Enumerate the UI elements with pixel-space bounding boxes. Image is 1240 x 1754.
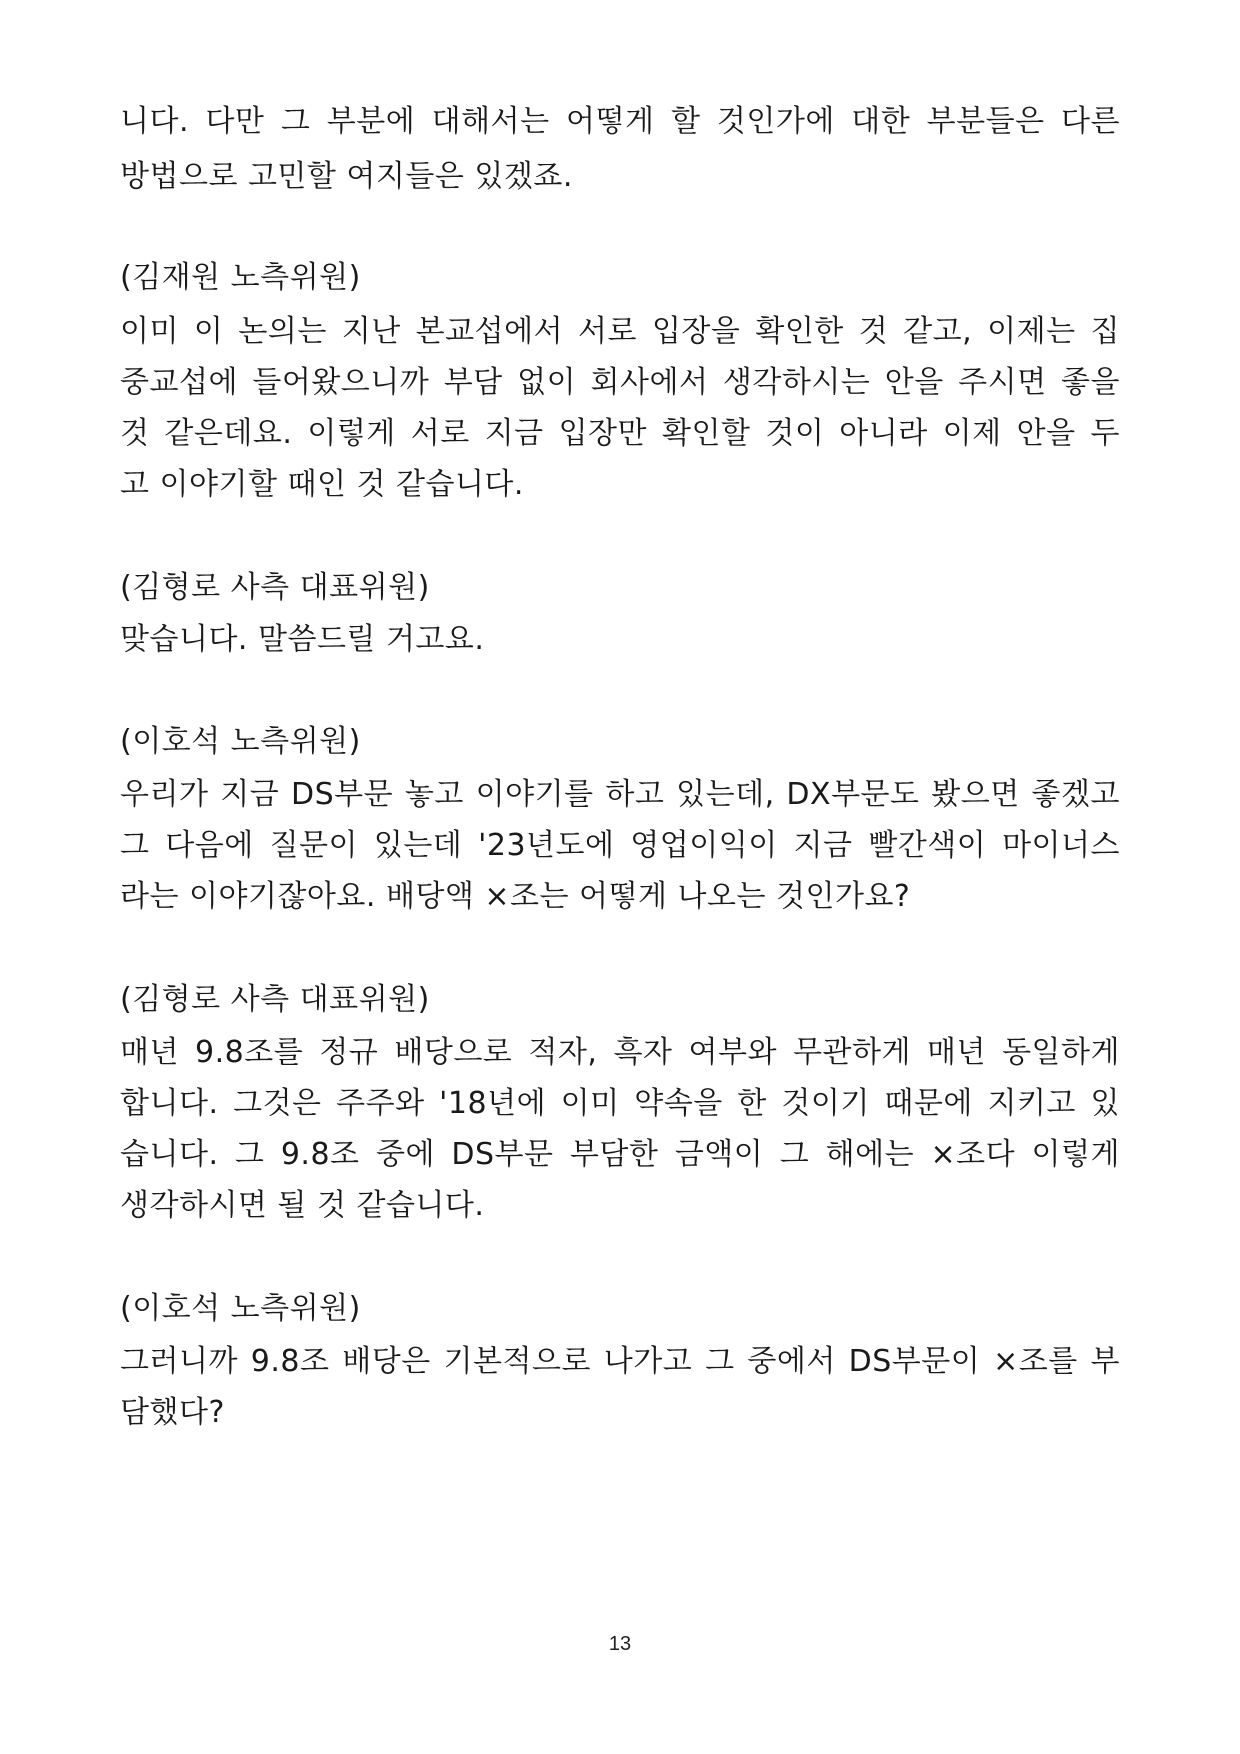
- speaker-label: (김형로 사측 대표위원): [120, 982, 430, 1017]
- paragraph-line: 매년 9.8조를 정규 배당으로 적자, 흑자 여부와 무관하게 매년 동일하게: [120, 1035, 1120, 1070]
- speaker-label: (김형로 사측 대표위원): [120, 570, 430, 605]
- speaker-label: (이호석 노측위원): [120, 724, 361, 759]
- paragraph-line: 니다. 다만 그 부분에 대해서는 어떻게 할 것인가에 대한 부분들은 다른: [120, 104, 1120, 139]
- speaker-label: (김재원 노측위원): [120, 260, 361, 295]
- paragraph-line: 생각하시면 될 것 같습니다.: [120, 1188, 485, 1223]
- paragraph-line: 중교섭에 들어왔으니까 부담 없이 회사에서 생각하시는 안을 주시면 좋을: [120, 365, 1120, 400]
- paragraph-line: 우리가 지금 DS부문 놓고 이야기를 하고 있는데, DX부문도 봤으면 좋겠고: [120, 777, 1120, 812]
- paragraph-line: 합니다. 그것은 주주와 '18년에 이미 약속을 한 것이기 때문에 지키고 있: [120, 1086, 1120, 1121]
- paragraph-line: 것 같은데요. 이렇게 서로 지금 입장만 확인할 것이 아니라 이제 안을 두: [120, 416, 1120, 451]
- speaker-label: (이호석 노측위원): [120, 1291, 361, 1326]
- paragraph-line: 담했다?: [120, 1395, 225, 1430]
- paragraph-line: 방법으로 고민할 여지들은 있겠죠.: [120, 159, 573, 194]
- paragraph-line: 고 이야기할 때인 것 같습니다.: [120, 467, 524, 502]
- paragraph-line: 이미 이 논의는 지난 본교섭에서 서로 입장을 확인한 것 같고, 이제는 집: [120, 314, 1120, 349]
- paragraph-line: 습니다. 그 9.8조 중에 DS부문 부담한 금액이 그 해에는 ×조다 이렇게: [120, 1137, 1120, 1172]
- paragraph-line: 그 다음에 질문이 있는데 '23년도에 영업이익이 지금 빨간색이 마이너스: [120, 828, 1120, 863]
- page-number: 13: [608, 1633, 632, 1655]
- paragraph-line: 라는 이야기잖아요. 배당액 ×조는 어떻게 나오는 것인가요?: [120, 879, 911, 914]
- paragraph-line: 맞습니다. 말씀드릴 거고요.: [120, 622, 485, 657]
- paragraph-line: 그러니까 9.8조 배당은 기본적으로 나가고 그 중에서 DS부문이 ×조를 부: [120, 1344, 1120, 1379]
